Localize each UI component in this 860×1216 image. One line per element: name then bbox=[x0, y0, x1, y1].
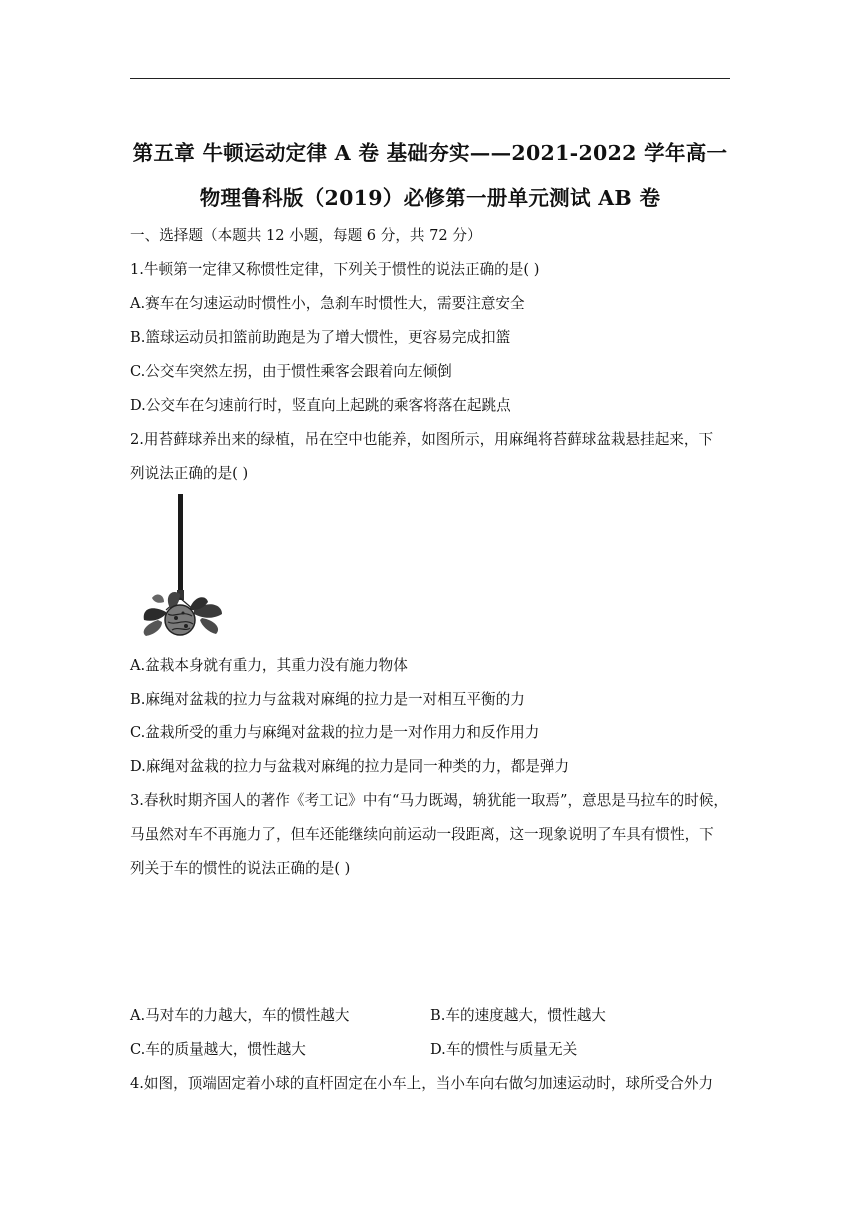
question-3-option-d: D.车的惯性与质量无关 bbox=[430, 1041, 578, 1058]
question-1-stem: 1.牛顿第一定律又称惯性定律，下列关于惯性的说法正确的是( ) bbox=[130, 261, 540, 278]
question-2-stem-line-2: 列说法正确的是( ) bbox=[130, 465, 249, 482]
question-2-option-c: C.盆栽所受的重力与麻绳对盆栽的拉力是一对作用力和反作用力 bbox=[130, 724, 540, 741]
question-3-option-c: C.车的质量越大，惯性越大 bbox=[130, 1041, 306, 1058]
hanging-plant-figure bbox=[136, 492, 228, 638]
question-1-option-a: A.赛车在匀速运动时惯性小，急刹车时惯性大，需要注意安全 bbox=[130, 295, 525, 312]
section-heading: 一、选择题（本题共 12 小题，每题 6 分，共 72 分） bbox=[130, 227, 482, 244]
question-2-option-b: B.麻绳对盆栽的拉力与盆栽对麻绳的拉力是一对相互平衡的力 bbox=[130, 691, 525, 708]
question-2-option-d: D.麻绳对盆栽的拉力与盆栽对麻绳的拉力是同一种类的力，都是弹力 bbox=[130, 758, 570, 775]
header-rule bbox=[130, 78, 730, 79]
page-title-line-1: 第五章 牛顿运动定律 A 卷 基础夯实——2021-2022 学年高一 bbox=[132, 141, 728, 165]
page-title-line-2: 物理鲁科版（2019）必修第一册单元测试 AB 卷 bbox=[199, 186, 661, 210]
rope-icon bbox=[178, 494, 183, 594]
question-3-stem-line-2: 马虽然对车不再施力了，但车还能继续向前运动一段距离，这一现象说明了车具有惯性，下 bbox=[130, 826, 714, 843]
question-3-option-a: A.马对车的力越大，车的惯性越大 bbox=[130, 1007, 350, 1024]
question-3-stem-line-3: 列关于车的惯性的说法正确的是( ) bbox=[130, 860, 351, 877]
question-1-option-d: D.公交车在匀速前行时，竖直向上起跳的乘客将落在起跳点 bbox=[130, 397, 511, 414]
question-4-stem: 4.如图，顶端固定着小球的直杆固定在小车上，当小车向右做匀加速运动时，球所受合外力 bbox=[130, 1075, 714, 1092]
question-3-stem-line-1: 3.春秋时期齐国人的著作《考工记》中有“马力既竭，辀犹能一取焉”，意思是马拉车的时候， bbox=[130, 792, 729, 809]
question-2-option-a: A.盆栽本身就有重力，其重力没有施力物体 bbox=[130, 657, 408, 674]
question-2-stem-line-1: 2.用苔藓球养出来的绿植，吊在空中也能养，如图所示，用麻绳将苔藓球盆栽悬挂起来，下 bbox=[130, 431, 714, 448]
question-3-option-b: B.车的速度越大，惯性越大 bbox=[430, 1007, 606, 1024]
question-1-option-b: B.篮球运动员扣篮前助跑是为了增大惯性，更容易完成扣篮 bbox=[130, 329, 511, 346]
question-1-option-c: C.公交车突然左拐，由于惯性乘客会跟着向左倾倒 bbox=[130, 363, 452, 380]
